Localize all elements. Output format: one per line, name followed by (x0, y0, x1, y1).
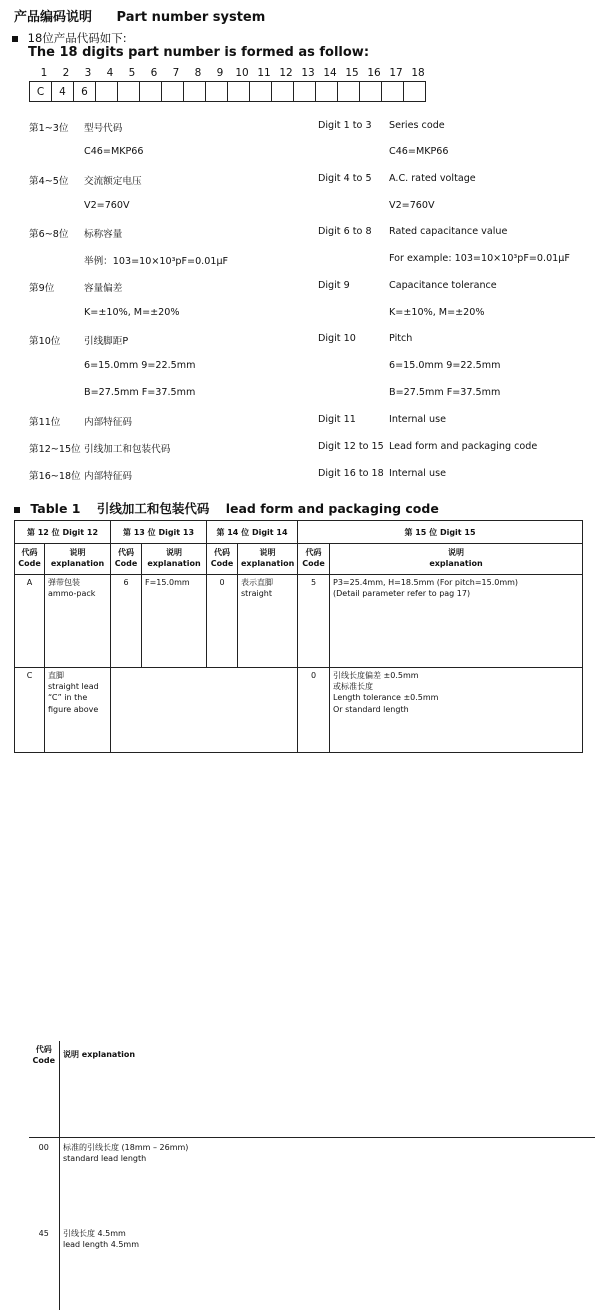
row-cn-text: 引线脚距P (84, 333, 128, 347)
group-header-digit14: 第 14 位 Digit 14 (207, 521, 298, 544)
subtitle-cn-line (12, 30, 127, 46)
row-en-text: Capacitance tolerance (389, 280, 497, 291)
row-cn-text: 引线加工和包装代码 (84, 441, 170, 455)
digit-box (360, 82, 382, 101)
digit-box: 6 (74, 82, 96, 101)
explanation-header: 说明 explanation (238, 544, 298, 575)
row-en-text: C46=MKP66 (389, 146, 449, 157)
digit-number: 12 (275, 67, 297, 79)
code-header: 代码 Code (111, 544, 142, 575)
cell-d15-expl: 引线长度偏差 ±0.5mm 或标准长度 Length tolerance ±0.5mm Or standard length (330, 668, 583, 753)
sub-code: 00 (29, 1137, 60, 1226)
row-en-label: Digit 11 (318, 414, 356, 425)
cell-d15-expl: P3=25.4mm, H=18.5mm (For pitch=15.0mm) (Detail parameter refer to pag 17) (330, 575, 583, 668)
row-label: 第10位 (29, 333, 60, 347)
digit-box: C (30, 82, 52, 101)
row-en-text: 6=15.0mm 9=22.5mm (389, 360, 500, 371)
digit-box (382, 82, 404, 101)
row-label: 第16~18位 (29, 468, 81, 482)
table1-title (14, 499, 439, 517)
cell-d13-code: 6 (111, 575, 142, 668)
row-cn-text: 内部特征码 (84, 414, 132, 428)
row-label: 第1~3位 (29, 120, 68, 134)
sub-table (29, 1041, 595, 1310)
row-en-label: Digit 9 (318, 280, 350, 291)
sub-expl: 标准的引线长度 (18mm – 26mm) standard lead length (60, 1137, 595, 1226)
digit-box (404, 82, 425, 101)
digit-number: 11 (253, 67, 275, 79)
digit-number: 8 (187, 67, 209, 79)
group-header-digit13: 第 13 位 Digit 13 (111, 521, 207, 544)
row-label: 第11位 (29, 414, 60, 428)
table-row (15, 668, 583, 753)
row-en-label: Digit 6 to 8 (318, 226, 372, 237)
row-cn-text: V2=760V (84, 200, 130, 211)
subtitle-en: The 18 digits part number is formed as follow: (28, 45, 369, 60)
lead-form-table (14, 520, 583, 753)
explanation-header: 说明 explanation (45, 544, 111, 575)
row-en-label: Digit 16 to 18 (318, 468, 384, 479)
digit-box (140, 82, 162, 101)
table1-title-prefix: Table 1 (30, 501, 80, 516)
cell-d14-code: 0 (207, 575, 238, 668)
row-en-label: Digit 12 to 15 (318, 441, 384, 452)
sub-expl-header: 说明 explanation (60, 1041, 595, 1138)
digit-box (118, 82, 140, 101)
row-cn-text: 举例：103=10×10³pF=0.01μF (84, 253, 228, 267)
code-header: 代码 Code (207, 544, 238, 575)
sub-expl: 引线长度 4.5mm lead length 4.5mm (60, 1226, 595, 1310)
table1-title-cn: 引线加工和包装代码 (97, 501, 210, 516)
row-en-text: A.C. rated voltage (389, 173, 476, 184)
digit-box (316, 82, 338, 101)
sub-code-header: 代码 Code (29, 1041, 60, 1138)
digit-number: 7 (165, 67, 187, 79)
cell-d12-code: A (15, 575, 45, 668)
digit-number-row (33, 67, 429, 79)
digit-number: 1 (33, 67, 55, 79)
cell-d13-d14-subtable (111, 668, 298, 753)
row-label: 第4~5位 (29, 173, 68, 187)
digit-box (206, 82, 228, 101)
digit-box (184, 82, 206, 101)
row-en-label: Digit 4 to 5 (318, 173, 372, 184)
digit-number: 6 (143, 67, 165, 79)
digit-box (272, 82, 294, 101)
row-cn-text: K=±10%, M=±20% (84, 307, 179, 318)
row-cn-text: 容量偏差 (84, 280, 122, 294)
row-en-label: Digit 10 (318, 333, 356, 344)
digit-number: 14 (319, 67, 341, 79)
row-label: 第12~15位 (29, 441, 81, 455)
digit-number: 17 (385, 67, 407, 79)
title-en: Part number system (117, 10, 266, 25)
row-en-text: Pitch (389, 333, 412, 344)
digit-number: 9 (209, 67, 231, 79)
table1-title-en: lead form and packaging code (226, 501, 439, 516)
row-cn-text: C46=MKP66 (84, 146, 144, 157)
cell-d12-expl: 直脚 straight lead “C” in the figure above (45, 668, 111, 753)
digit-number: 4 (99, 67, 121, 79)
code-header: 代码 Code (298, 544, 330, 575)
bullet-icon (14, 507, 20, 513)
row-en-text: Rated capacitance value (389, 226, 507, 237)
digit-box (228, 82, 250, 101)
row-en-label: Digit 1 to 3 (318, 120, 372, 131)
row-cn-text: 交流额定电压 (84, 173, 142, 187)
row-cn-text: 内部特征码 (84, 468, 132, 482)
group-header-digit15: 第 15 位 Digit 15 (298, 521, 583, 544)
explanation-header: 说明 explanation (142, 544, 207, 575)
row-label: 第6~8位 (29, 226, 68, 240)
row-label: 第9位 (29, 280, 54, 294)
digit-box (96, 82, 118, 101)
row-en-text: Series code (389, 120, 445, 131)
digit-number: 16 (363, 67, 385, 79)
cell-d12-expl: 弹带包装 ammo-pack (45, 575, 111, 668)
cell-d15-code: 0 (298, 668, 330, 753)
row-en-text: Lead form and packaging code (389, 441, 537, 452)
group-header-digit12: 第 12 位 Digit 12 (15, 521, 111, 544)
sub-code: 45 (29, 1226, 60, 1310)
bullet-icon (12, 36, 18, 42)
row-cn-text: B=27.5mm F=37.5mm (84, 387, 195, 398)
row-en-text: Internal use (389, 414, 446, 425)
digit-number: 13 (297, 67, 319, 79)
row-cn-text: 型号代码 (84, 120, 122, 134)
title-cn: 产品编码说明 (14, 10, 92, 25)
row-en-text: B=27.5mm F=37.5mm (389, 387, 500, 398)
subtitle-cn: 18位产品代码如下: (28, 31, 127, 45)
digit-box (294, 82, 316, 101)
digit-box (338, 82, 360, 101)
digit-number: 10 (231, 67, 253, 79)
row-cn-text: 6=15.0mm 9=22.5mm (84, 360, 195, 371)
explanation-header: 说明 explanation (330, 544, 583, 575)
cell-d14-expl: 表示直脚 straight (238, 575, 298, 668)
row-cn-text: 标称容量 (84, 226, 122, 240)
row-en-text: For example: 103=10×10³pF=0.01μF (389, 253, 570, 264)
digit-number: 5 (121, 67, 143, 79)
cell-d15-code: 5 (298, 575, 330, 668)
digit-number: 2 (55, 67, 77, 79)
digit-box: 4 (52, 82, 74, 101)
table-row (15, 575, 583, 668)
digit-number: 18 (407, 67, 429, 79)
row-en-text: V2=760V (389, 200, 435, 211)
cell-d12-code: C (15, 668, 45, 753)
code-header: 代码 Code (15, 544, 45, 575)
digit-number: 3 (77, 67, 99, 79)
digit-box (250, 82, 272, 101)
cell-d13-expl: F=15.0mm (142, 575, 207, 668)
page-title (14, 6, 265, 25)
digit-number: 15 (341, 67, 363, 79)
row-en-text: Internal use (389, 468, 446, 479)
digit-box-row (29, 81, 426, 102)
row-en-text: K=±10%, M=±20% (389, 307, 484, 318)
digit-box (162, 82, 184, 101)
